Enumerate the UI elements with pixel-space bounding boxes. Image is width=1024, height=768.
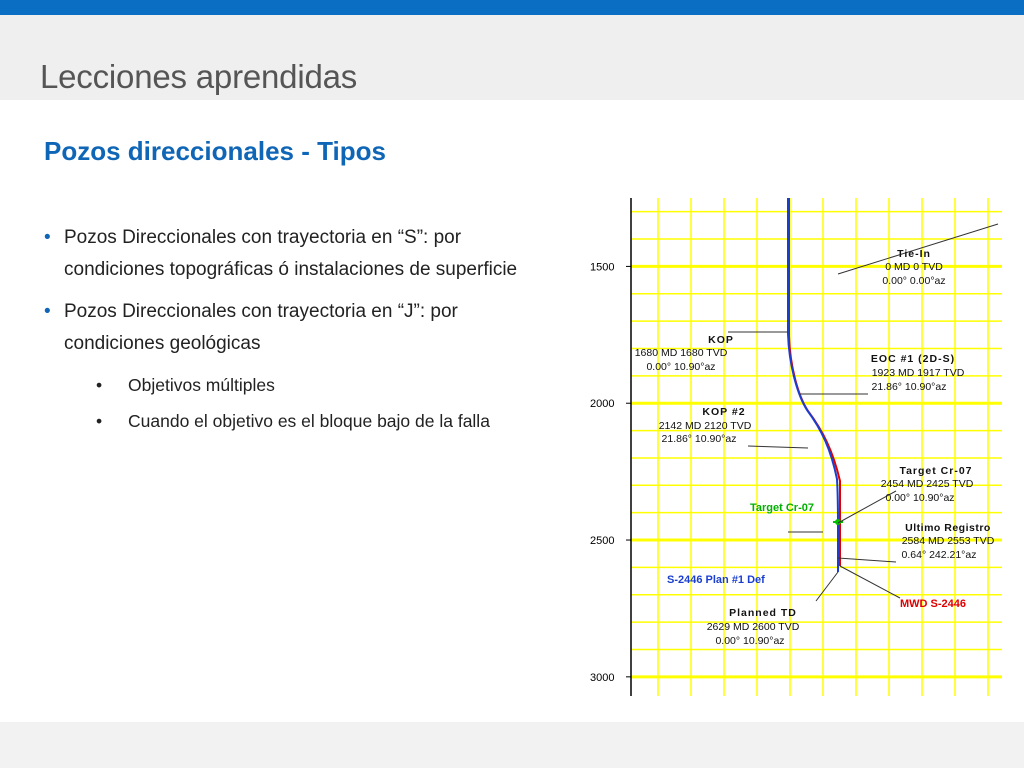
bullet-text: Pozos Direccionales con trayectoria en “J”: por condiciones geológicas: [64, 301, 458, 354]
target-label: Target Cr-07: [750, 502, 814, 514]
annotation-eoc-az: 21.86° 10.90°az: [871, 381, 947, 393]
slide-subtitle: Pozos direccionales - Tipos: [44, 136, 386, 166]
y-tick-label-2000: 2000: [590, 398, 615, 411]
annotation-target-name: Target Cr-07: [899, 465, 973, 477]
annotation-eoc-name: EOC #1 (2D-S): [870, 353, 956, 365]
bullet-marker: •: [44, 227, 51, 248]
slide-title: Lecciones aprendidas: [40, 58, 358, 95]
annotation-target-md: 2454 MD 2425 TVD: [880, 478, 974, 490]
bullet-item-s-trajectory: [44, 222, 524, 286]
annotation-kop2-name: KOP #2: [702, 406, 746, 418]
legend-plan-label: S-2446 Plan #1 Def: [667, 574, 765, 586]
annotation-kop-md: 1680 MD 1680 TVD: [634, 347, 728, 359]
top-accent-bar: [0, 0, 1024, 15]
annotation-ultimo-name: Ultimo Registro: [905, 522, 991, 534]
y-tick-label-1500: 1500: [590, 261, 615, 274]
annotation-target-az: 0.00° 10.90°az: [885, 492, 955, 504]
subbullet-marker: •: [96, 411, 103, 431]
annotation-kop2-az: 21.86° 10.90°az: [661, 433, 737, 445]
annotation-kop2-md: 2142 MD 2120 TVD: [658, 420, 752, 432]
bullet-text: Pozos Direccionales con trayectoria en “S”: por condiciones topográficas ó instalaciones de superficie: [64, 227, 518, 280]
annotation-ultimo-az: 0.64° 242.21°az: [901, 549, 977, 561]
annotation-tie-in-az: 0.00° 0.00°az: [882, 275, 946, 287]
annotation-tie-in-name: Tie-In: [897, 248, 931, 260]
subbullet-item-fault-block: [44, 406, 498, 436]
subbullet-item-multiple-objectives: [44, 370, 498, 400]
subbullet-marker: •: [96, 375, 103, 395]
annotation-planned-td-az: 0.00° 10.90°az: [715, 635, 785, 647]
well-trajectory-chart: [578, 196, 1004, 700]
annotation-kop-name: KOP: [708, 334, 734, 346]
footer-band: [0, 722, 1024, 768]
annotation-ultimo-md: 2584 MD 2553 TVD: [901, 535, 995, 547]
annotation-planned-td-name: Planned TD: [729, 607, 797, 619]
bullet-marker: •: [44, 301, 51, 322]
subbullet-text: Cuando el objetivo es el bloque bajo de la falla: [128, 411, 490, 431]
annotation-eoc-md: 1923 MD 1917 TVD: [871, 367, 965, 379]
annotation-kop-az: 0.00° 10.90°az: [646, 361, 716, 373]
y-tick-label-2500: 2500: [590, 535, 615, 548]
subbullet-text: Objetivos múltiples: [128, 375, 275, 395]
annotation-tie-in-md: 0 MD 0 TVD: [885, 261, 943, 273]
legend-mwd-label: MWD S-2446: [900, 598, 967, 610]
bullet-list: [44, 222, 524, 436]
annotation-planned-td-md: 2629 MD 2600 TVD: [706, 621, 800, 633]
y-tick-label-3000: 3000: [590, 671, 615, 684]
bullet-item-j-trajectory: [44, 296, 524, 360]
